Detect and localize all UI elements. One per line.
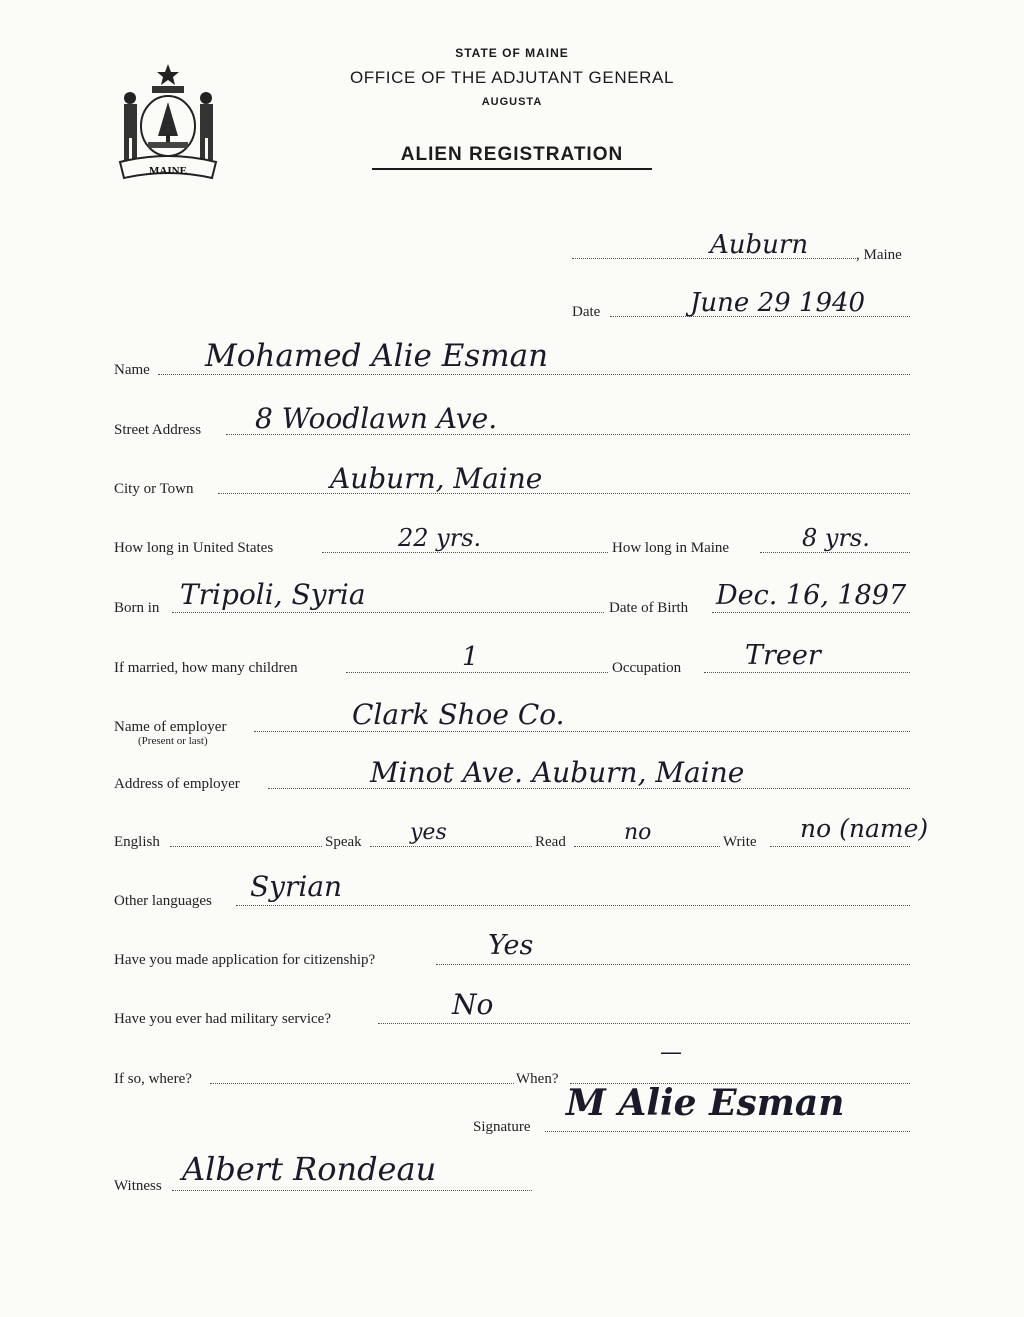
witness-line [172,1190,532,1191]
employer-value[interactable]: Clark Shoe Co. [352,698,565,731]
read-line [574,846,720,847]
street-value[interactable]: 8 Woodlawn Ave. [255,402,498,435]
occupation-value[interactable]: Treer [745,640,821,671]
write-label: Write [723,834,757,850]
seal-banner-text: MAINE [149,165,187,177]
citizenship-value[interactable]: Yes [488,930,534,961]
how-long-us-value[interactable]: 22 yrs. [398,524,482,552]
dob-line [712,612,910,613]
speak-line [370,846,532,847]
citizenship-label: Have you made application for citizenship? [114,952,376,968]
write-value[interactable]: no (name) [800,814,929,843]
employer-line [254,731,910,732]
how-long-us-label: How long in United States [114,540,274,556]
signature-label: Signature [473,1119,531,1135]
children-value[interactable]: 1 [462,642,479,672]
read-label: Read [535,834,566,850]
header-state: STATE OF MAINE [455,46,569,60]
form-title: ALIEN REGISTRATION [372,144,652,170]
other-languages-line [236,905,910,906]
signature-value[interactable]: M Alie Esman [566,1082,845,1124]
witness-value[interactable]: Albert Rondeau [182,1150,437,1188]
when-label: When? [516,1071,559,1087]
children-line [346,672,608,673]
header-city: AUGUSTA [481,96,543,108]
how-long-maine-label: How long in Maine [612,540,730,556]
military-label: Have you ever had military service? [114,1011,331,1027]
occupation-label: Occupation [612,660,682,676]
name-value[interactable]: Mohamed Alie Esman [205,338,549,374]
where-line [210,1083,514,1084]
town-value[interactable]: Auburn [710,230,809,260]
employer-note: (Present or last) [138,735,208,747]
employer-address-value[interactable]: Minot Ave. Auburn, Maine [370,756,745,789]
city-value[interactable]: Auburn, Maine [330,462,543,495]
header-office: OFFICE OF THE ADJUTANT GENERAL [349,68,675,87]
other-languages-value[interactable]: Syrian [250,870,343,903]
citizenship-line [436,964,910,965]
born-label: Born in [114,600,160,616]
dob-label: Date of Birth [609,600,689,616]
born-value[interactable]: Tripoli, Syria [180,578,366,611]
name-line [158,374,910,375]
city-line [218,493,910,494]
english-label: English [114,834,160,850]
english-line [170,846,322,847]
read-value[interactable]: no [624,820,652,845]
city-label: City or Town [114,481,194,497]
when-value[interactable]: — [660,1040,682,1065]
where-label: If so, where? [114,1071,192,1087]
signature-line [545,1131,910,1132]
date-value[interactable]: June 29 1940 [690,288,866,318]
employer-label: Name of employer [114,719,227,735]
name-label: Name [114,362,150,378]
write-line [770,846,910,847]
speak-value[interactable]: yes [410,820,447,845]
street-label: Street Address [114,422,202,438]
how-long-us-line [322,552,608,553]
date-label: Date [572,304,601,320]
military-value[interactable]: No [452,988,494,1021]
how-long-maine-line [760,552,910,553]
witness-label: Witness [114,1178,162,1194]
employer-address-label: Address of employer [114,776,240,792]
children-label: If married, how many children [114,660,298,676]
speak-label: Speak [325,834,362,850]
other-languages-label: Other languages [114,893,212,909]
dob-value[interactable]: Dec. 16, 1897 [716,580,907,611]
occupation-line [704,672,910,673]
how-long-maine-value[interactable]: 8 yrs. [802,524,870,552]
born-line [172,612,604,613]
military-line [378,1023,910,1024]
maine-label: , Maine [856,247,902,263]
state-seal-icon [112,58,224,183]
